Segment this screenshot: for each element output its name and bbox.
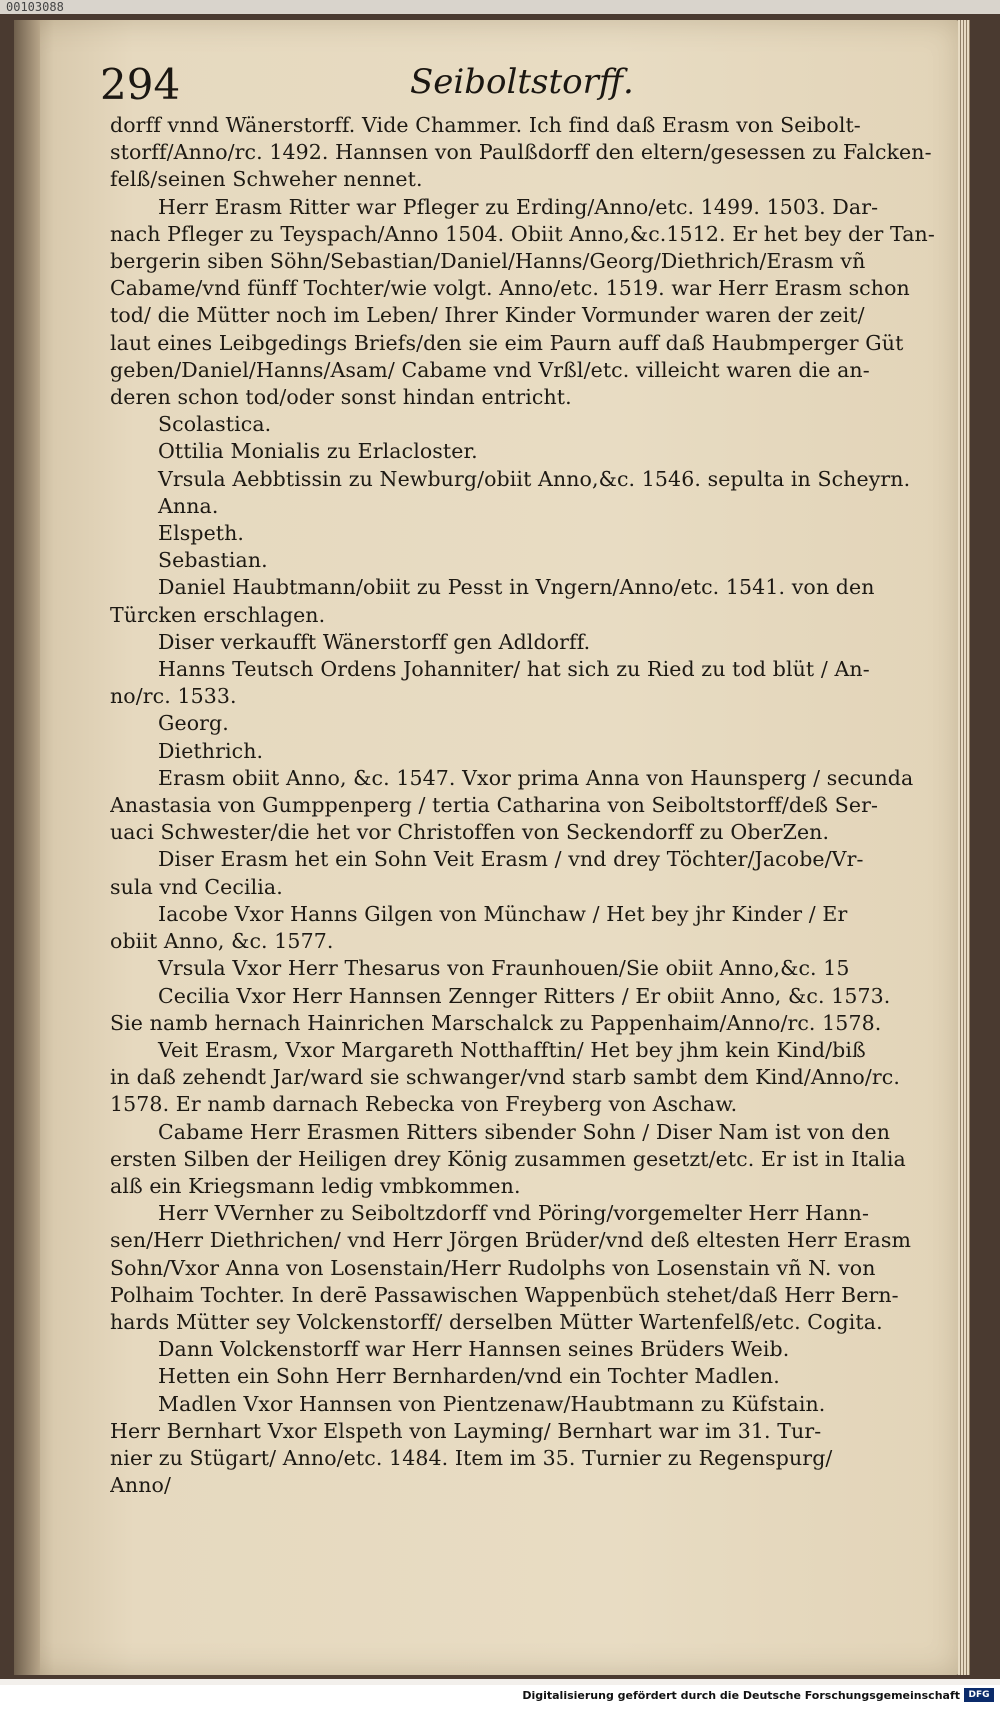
dfg-logo: DFG bbox=[964, 1688, 994, 1702]
text-line: alß ein Kriegsmann ledig vmbkommen. bbox=[110, 1173, 521, 1198]
text-line: Scolastica. bbox=[158, 412, 272, 437]
text-line: nach Pfleger zu Teyspach/Anno 1504. Obiit Anno,&c.1512. Er het bey der Tan- bbox=[110, 221, 935, 246]
text-line: Cecilia Vxor Herr Hannsen Zennger Ritters / Er obiit Anno, &c. 1573. bbox=[158, 983, 891, 1008]
page-header bbox=[100, 50, 930, 110]
text-line: hards Mütter sey Volckenstorff/ derselben Mütter Wartenfelß/etc. Cogita. bbox=[110, 1309, 883, 1334]
text-line: Herr Bernhart Vxor Elspeth von Layming/ Bernhart war im 31. Tur- bbox=[110, 1418, 822, 1443]
running-head: Seiboltstorff. bbox=[410, 62, 634, 102]
text-line: nier zu Stügart/ Anno/etc. 1484. Item im 35. Turnier zu Regenspurg/ bbox=[110, 1445, 833, 1470]
text-line: dorff vnnd Wänerstorff. Vide Chammer. Ich find daß Erasm von Seibolt- bbox=[110, 113, 861, 137]
text-line: Sohn/Vxor Anna von Losenstain/Herr Rudolphs von Losenstain vñ N. von bbox=[110, 1255, 876, 1280]
text-line: in daß zehendt Jar/ward sie schwanger/vnd starb sambt dem Kind/Anno/rc. bbox=[110, 1065, 900, 1090]
body-text bbox=[110, 112, 940, 1499]
text-line: Dann Volckenstorff war Herr Hannsen seines Brüders Weib. bbox=[158, 1337, 790, 1362]
footer bbox=[0, 1685, 1000, 1709]
text-line: Herr Erasm Ritter war Pfleger zu Erding/Anno/etc. 1499. 1503. Dar- bbox=[158, 194, 879, 219]
text-line: Erasm obiit Anno, &c. 1547. Vxor prima Anna von Haunsperg / secunda bbox=[158, 765, 914, 790]
funding-note: Digitalisierung gefördert durch die Deutsche Forschungsgemeinschaft bbox=[522, 1689, 960, 1702]
text-line: laut eines Leibgedings Briefs/den sie eim Paurn auff daß Haubmperger Güt bbox=[110, 330, 904, 355]
text-line: no/rc. 1533. bbox=[110, 684, 237, 709]
text-line: Anna. bbox=[158, 493, 219, 518]
text-line: Cabame Herr Erasmen Ritters sibender Sohn / Diser Nam ist von den bbox=[158, 1119, 891, 1144]
text-line: 1578. Er namb darnach Rebecka von Freyberg von Aschaw. bbox=[110, 1092, 738, 1117]
gutter bbox=[14, 20, 40, 1675]
text-line: felß/seinen Schweher nennet. bbox=[110, 167, 423, 192]
scan-id: 00103088 bbox=[6, 0, 64, 14]
text-line: Madlen Vxor Hannsen von Pientzenaw/Haubtmann zu Küfstain. bbox=[158, 1391, 826, 1416]
text-line: Hanns Teutsch Ordens Johanniter/ hat sich zu Ried zu tod blüt / An- bbox=[158, 657, 870, 682]
text-line: obiit Anno, &c. 1577. bbox=[110, 929, 334, 954]
page-number: 294 bbox=[100, 60, 181, 109]
text-line: Sebastian. bbox=[158, 548, 268, 573]
text-line: ersten Silben der Heiligen drey König zusammen gesetzt/etc. Er ist in Italia bbox=[110, 1146, 906, 1171]
text-line: Veit Erasm, Vxor Margareth Notthafftin/ Het bey jhm kein Kind/biß bbox=[158, 1037, 866, 1062]
text-line: Diethrich. bbox=[158, 738, 264, 763]
text-line: sen/Herr Diethrichen/ vnd Herr Jörgen Brüder/vnd deß eltesten Herr Erasm bbox=[110, 1228, 911, 1253]
text-line: Hetten ein Sohn Herr Bernharden/vnd ein Tochter Madlen. bbox=[158, 1364, 780, 1389]
text-line: geben/Daniel/Hanns/Asam/ Cabame vnd Vrßl/etc. villeicht waren die an- bbox=[110, 357, 870, 382]
text-line: tod/ die Mütter noch im Leben/ Ihrer Kinder Vormunder waren der zeit/ bbox=[110, 303, 865, 328]
text-line: Ottilia Monialis zu Erlacloster. bbox=[158, 439, 478, 464]
text-line: Türcken erschlagen. bbox=[110, 602, 326, 627]
text-line: sula vnd Cecilia. bbox=[110, 874, 283, 899]
text-line: Cabame/vnd fünff Tochter/wie volgt. Anno/etc. 1519. war Herr Erasm schon bbox=[110, 276, 910, 301]
text-line: Anno/ bbox=[110, 1473, 171, 1498]
text-line: bergerin siben Söhn/Sebastian/Daniel/Hanns/Georg/Diethrich/Erasm vñ bbox=[110, 249, 866, 274]
text-line: Diser Erasm het ein Sohn Veit Erasm / vnd drey Töchter/Jacobe/Vr- bbox=[158, 847, 864, 872]
text-line: Sie namb hernach Hainrichen Marschalck zu Pappenhaim/Anno/rc. 1578. bbox=[110, 1010, 882, 1035]
text-line: Diser verkaufft Wänerstorff gen Adldorff. bbox=[158, 629, 591, 654]
text-line: Elspeth. bbox=[158, 521, 245, 546]
text-line: Georg. bbox=[158, 711, 229, 736]
text-line: Herr VVernher zu Seiboltzdorff vnd Pöring/vorgemelter Herr Hann- bbox=[158, 1201, 869, 1226]
text-line: Daniel Haubtmann/obiit zu Pesst in Vngern/Anno/etc. 1541. von den bbox=[158, 575, 875, 600]
text-line: Iacobe Vxor Hanns Gilgen von Münchaw / Het bey jhr Kinder / Er bbox=[158, 901, 848, 926]
text-line: uaci Schwester/die het vor Christoffen von Seckendorff zu OberZen. bbox=[110, 820, 830, 845]
text-line: deren schon tod/oder sonst hindan entricht. bbox=[110, 385, 572, 410]
text-line: Vrsula Vxor Herr Thesarus von Fraunhouen/Sie obiit Anno,&c. 15 bbox=[158, 956, 850, 981]
text-line: Anastasia von Gumppenperg / tertia Catharina von Seiboltstorff/deß Ser- bbox=[110, 793, 879, 818]
text-line: Polhaim Tochter. In derē Passawischen Wappenbüch stehet/daß Herr Bern- bbox=[110, 1282, 899, 1307]
text-line: storff/Anno/rc. 1492. Hannsen von Paulßdorff den eltern/gesessen zu Falcken- bbox=[110, 140, 932, 165]
page-edges bbox=[958, 20, 970, 1675]
text-line: Vrsula Aebbtissin zu Newburg/obiit Anno,&c. 1546. sepulta in Scheyrn. bbox=[158, 466, 911, 491]
